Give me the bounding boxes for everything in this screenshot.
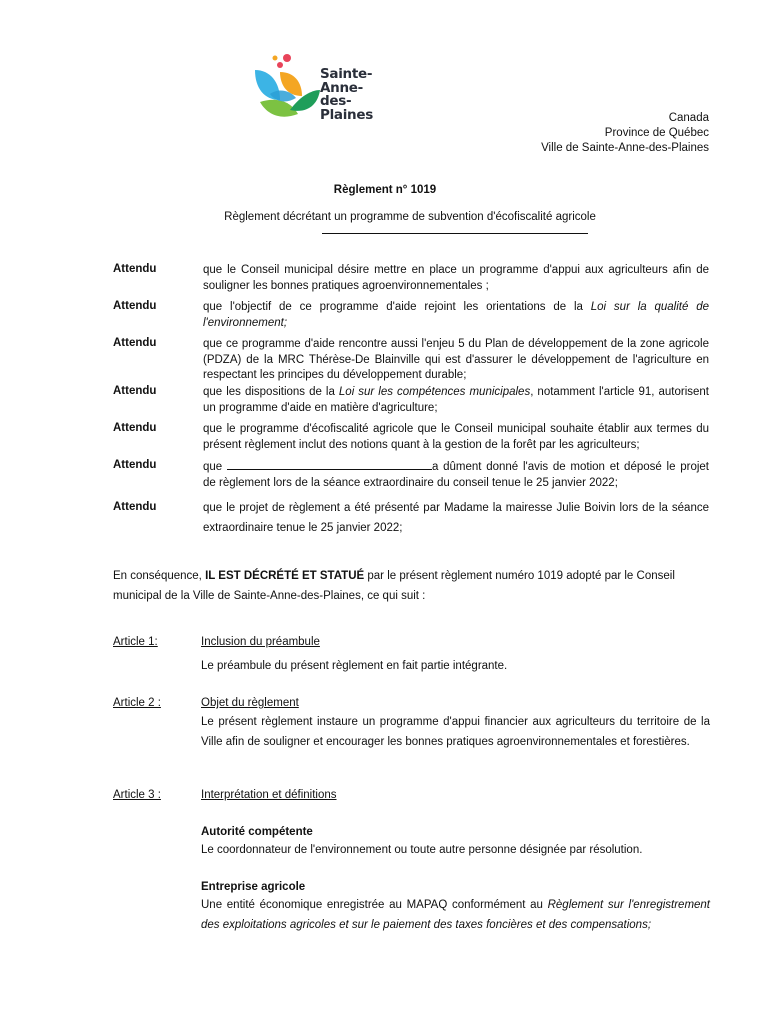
whereas-label: Attendu	[113, 263, 157, 275]
definition-term: Autorité compétente	[201, 826, 313, 838]
whereas-label: Attendu	[113, 501, 157, 513]
definition-text-part: Une entité économique enregistrée au MAPAQ conformément au	[201, 899, 548, 911]
whereas-text-part: , notamment l'article 91, autorisent un programme d'aide en matière d'agriculture;	[203, 386, 709, 414]
blank-line	[227, 459, 432, 470]
whereas-text: que le projet de règlement a été présenté par Madame la mairesse Julie Boivin lors de la séance extraordinaire tenue le 25 janvier 2022;	[203, 502, 709, 534]
whereas-text: que ce programme d'aide rencontre aussi l'enjeu 5 du Plan de développement de la zone agricole (PDZA) de la MRC Thérèse-De Blainville qui est d'assurer le développement de l'agriculture en respectant les principes du développement durable;	[203, 338, 709, 381]
address-province: Province de Québec	[604, 127, 709, 139]
whereas-label: Attendu	[113, 337, 157, 349]
enactment-clause	[113, 566, 711, 606]
whereas-text	[203, 385, 709, 416]
law-reference: Loi sur les compétences municipales	[338, 386, 531, 398]
enactment-text: par le présent règlement numéro 1019 adopté par le Conseil municipal de la Ville de Sainte-Anne-des-Plaines, ce qui suit :	[113, 570, 675, 602]
whereas-label: Attendu	[113, 300, 157, 312]
article-title: Inclusion du préambule	[201, 636, 320, 648]
logo-dot-red-1	[283, 54, 291, 62]
definition-term: Entreprise agricole	[201, 881, 306, 893]
whereas-text-part: que les dispositions de la	[203, 386, 339, 398]
address-country: Canada	[668, 112, 709, 124]
logo-line: Anne-	[320, 79, 363, 96]
article-title: Interprétation et définitions	[201, 789, 337, 801]
article-label: Article 2 :	[113, 697, 161, 709]
whereas-label: Attendu	[113, 459, 157, 471]
title-underline	[322, 233, 588, 234]
definition-text	[201, 895, 710, 935]
logo-wordmark	[320, 68, 373, 122]
address-city: Ville de Sainte-Anne-des-Plaines	[541, 142, 709, 154]
law-reference: Loi sur la qualité de l'environnement;	[203, 301, 710, 329]
bylaw-title: Règlement n° 1019	[333, 184, 437, 196]
logo-dot-orange	[273, 56, 278, 61]
article-title: Objet du règlement	[201, 697, 299, 709]
whereas-text	[203, 300, 709, 331]
logo-line: des-	[320, 93, 352, 109]
bylaw-subtitle: Règlement décrétant un programme de subvention d'écofiscalité agricole	[224, 211, 596, 223]
logo-line: Plaines	[320, 106, 373, 123]
regulation-reference: Règlement sur l'enregistrement des exploitations agricoles et sur le paiement des taxes foncières et des compensations;	[201, 899, 711, 931]
logo-line: Sainte-	[320, 66, 373, 82]
whereas-text-part: a dûment donné l'avis de motion et déposé le projet de règlement lors de la séance extraordinaire du conseil tenue le 25 janvier 2022;	[203, 461, 709, 489]
whereas-text-part: que l'objectif de ce programme d'aide rejoint les orientations de la	[203, 301, 591, 313]
enactment-text: En conséquence,	[113, 570, 206, 582]
article-label: Article 3 :	[113, 789, 161, 801]
whereas-label: Attendu	[113, 422, 157, 434]
whereas-text: que le programme d'écofiscalité agricole que le Conseil municipal souhaite établir aux termes du présent règlement inclut des notions quant à la gestion de la forêt par les agriculteurs;	[203, 423, 709, 451]
article-label: Article 1:	[113, 636, 158, 648]
whereas-text: que le Conseil municipal désire mettre en place un programme d'appui aux agriculteurs afin de souligner les bonnes pratiques agroenvironnementales ;	[203, 264, 709, 292]
whereas-text	[203, 459, 709, 491]
whereas-label: Attendu	[113, 385, 157, 397]
logo-dot-red-2	[277, 62, 283, 68]
definition-text: Le coordonnateur de l'environnement ou toute autre personne désignée par résolution.	[201, 844, 643, 856]
whereas-text-part: que	[203, 461, 227, 473]
article-text: Le présent règlement instaure un programme d'appui financier aux agriculteurs du territoire de la Ville afin de souligner et encourager les bonnes pratiques agroenvironnementales et forestières.	[201, 716, 710, 748]
address-block	[541, 111, 709, 156]
enactment-bold: IL EST DÉCRÉTÉ ET STATUÉ	[205, 570, 365, 582]
article-text: Le préambule du présent règlement en fait partie intégrante.	[201, 660, 508, 672]
